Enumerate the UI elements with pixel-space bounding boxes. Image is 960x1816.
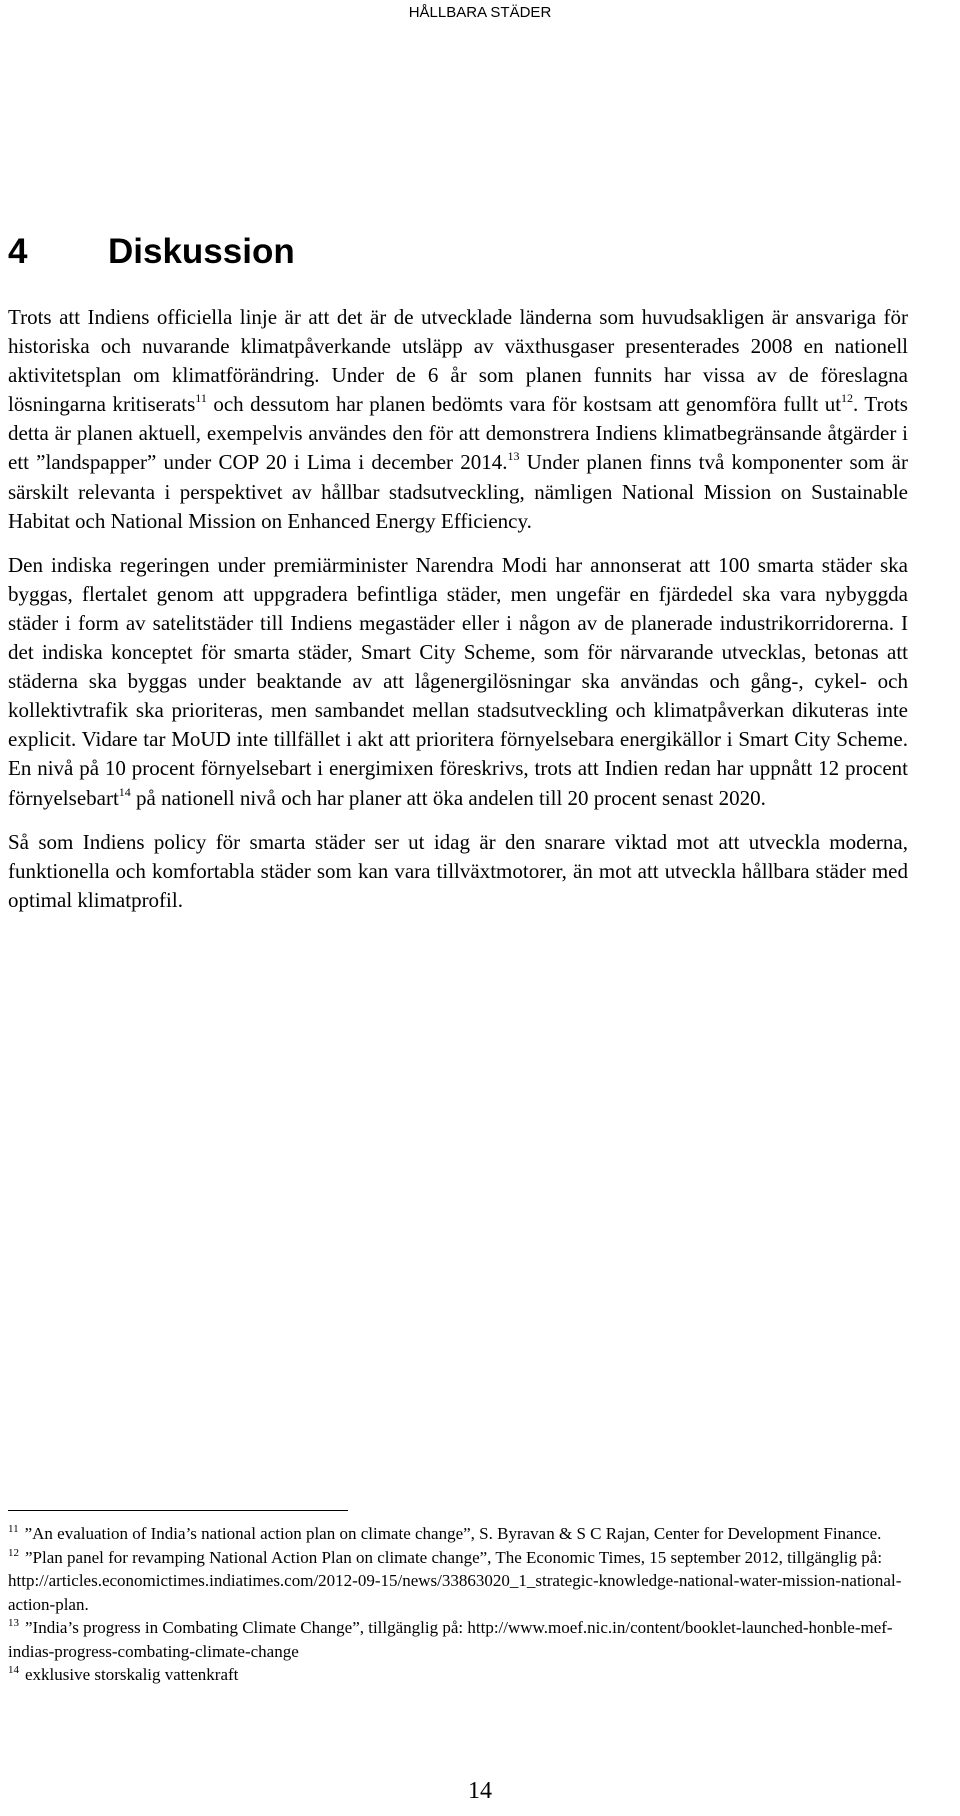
footnote-number: 11: [8, 1523, 19, 1535]
footnote-12: [8, 1546, 908, 1617]
footnote-separator: [8, 1510, 348, 1511]
running-header: HÅLLBARA STÄDER: [408, 4, 552, 21]
page-number: 14: [468, 1778, 492, 1804]
paragraph-3: [8, 828, 908, 915]
footnote-number: 14: [8, 1664, 19, 1676]
paragraph-2: [8, 551, 908, 813]
paragraph-1-text-d: Under planen finns två komponenter som är särskilt relevanta i perspektivet av hållbar stadsutveckling, nämligen National Mission on Sustainable Habitat och National Mission on Enhanced Energy Efficiency.: [8, 450, 908, 533]
paragraph-1-text-c: . Trots detta är planen aktuell, exempelvis användes den för att demonstrera Indiens klimatbegränsande åtgärder i ett ”landspapper” under COP 20 i Lima i december 2014.: [8, 392, 908, 475]
footnote-text: exklusive storskalig vattenkraft: [25, 1665, 239, 1684]
paragraph-3-text: Så som Indiens policy för smarta städer ser ut idag är den snarare viktad mot att utveckla moderna, funktionella och komfortabla städer som kan vara tillväxtmotorer, än mot att utveckla hållbara städer med optimal klimatprofil.: [8, 829, 908, 912]
footnote-number: 13: [8, 1617, 19, 1629]
footnote-14: [8, 1663, 908, 1687]
section-title: Diskussion: [108, 232, 295, 271]
section-number: 4: [8, 232, 28, 271]
footnote-ref-13: 13: [507, 449, 520, 464]
footnote-ref-12: 12: [841, 391, 854, 406]
paragraph-2-text-a: Den indiska regeringen under premiärminister Narendra Modi har annonserat att 100 smarta städer ska byggas, flertalet genom att uppgradera befintliga städer, men ungefär en fjärdedel ska vara nybyggda städer i form av satelitstäder till Indiens megastäder eller i någon av de planerade industrikorridorerna. I det indiska konceptet för smarta städer, Smart City Scheme, som för närvarande utvecklas, betonas att städerna ska byggas under beaktande av att lågenergilösningar ska användas och gång-, cykel- och kollektivtrafik ska prioriteras, men sambandet mellan stadsutveckling och klimatpåverkan dikuteras inte explicit. Vidare tar MoUD inte tillfället i akt att prioritera förnyelsebara energikällor i Smart City Scheme. En nivå på 10 procent förnyelsebart i energimixen föreskrivs, trots att Indien redan har uppnått 12 procent förnyelsebart: [8, 552, 908, 810]
footnotes: [8, 1522, 908, 1687]
paragraph-2-text-b: på nationell nivå och har planer att öka andelen till 20 procent senast 2020.: [130, 785, 766, 810]
footnote-13: [8, 1616, 908, 1663]
footnote-ref-14: 14: [118, 784, 131, 799]
paragraph-1: [8, 303, 908, 536]
footnote-text: ”India’s progress in Combating Climate Change”, tillgänglig på: http://www.moef.nic.in/content/booklet-launched-honble-mef-indias-progress-combating-climate-change: [8, 1618, 893, 1661]
footnote-text: ”An evaluation of India’s national action plan on climate change”, S. Byravan & S C Rajan, Center for Development Finance.: [24, 1524, 882, 1543]
body-text: [8, 303, 908, 930]
footnote-ref-11: 11: [195, 391, 207, 406]
paragraph-1-text-b: och dessutom har planen bedömts vara för kostsam att genomföra fullt ut: [206, 392, 842, 417]
footnote-11: [8, 1522, 908, 1546]
footnote-number: 12: [8, 1546, 19, 1559]
section-heading: [8, 232, 295, 272]
paragraph-1-text-a: Trots att Indiens officiella linje är att det är de utvecklade länderna som huvudsakligen är ansvariga för historiska och nuvarande klimatpåverkande utsläpp av växthusgaser presenterades 2008 en nationell aktivitetsplan om klimatförändring. Under de 6 år som planen funnits har vissa av de föreslagna lösningarna kritiserats: [8, 305, 908, 417]
footnote-text: ”Plan panel for revamping National Action Plan on climate change”, The Economic Times, 15 september 2012, tillgänglig på: http://articles.economictimes.indiatimes.com/2012-09-15/news/33863020_1_strategic-knowledge-national-water-mission-national-action-plan.: [8, 1547, 902, 1614]
